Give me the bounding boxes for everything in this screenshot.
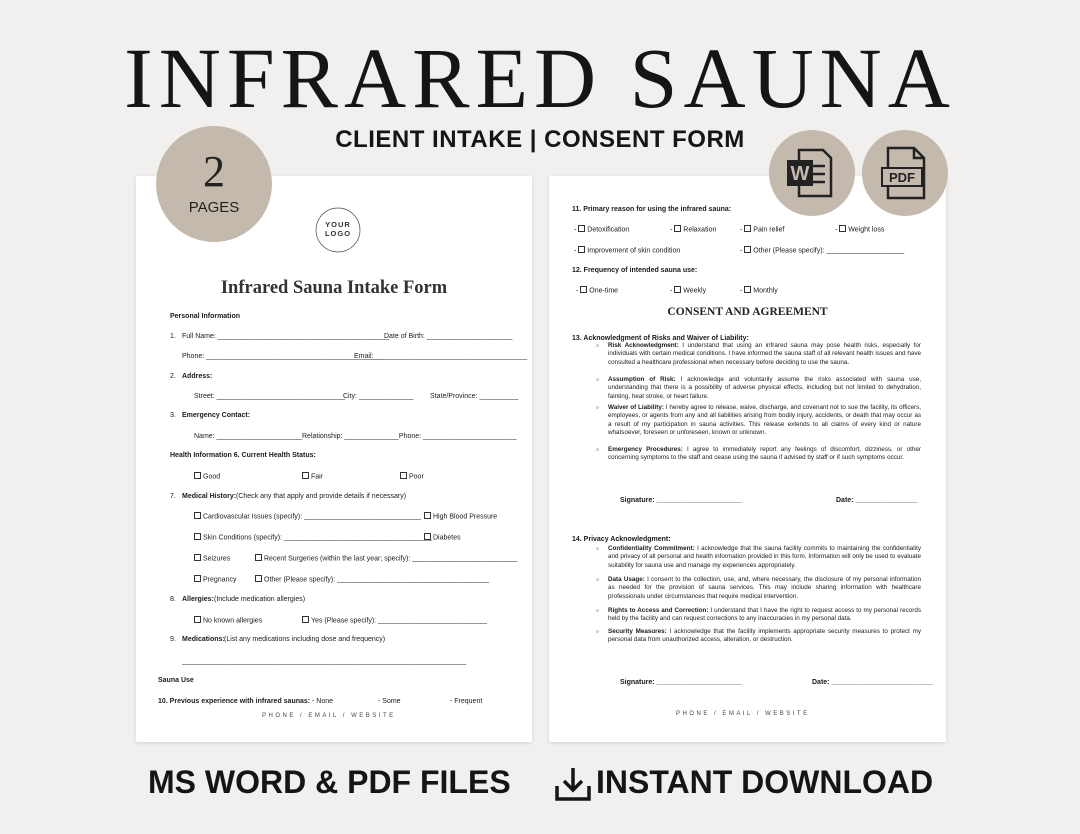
emergency-name-field[interactable]: Name: ______________________: [194, 433, 303, 440]
pages-badge: [156, 126, 272, 242]
medications-line[interactable]: _________________________________________________________________________: [182, 658, 467, 665]
medications-label: Medications:: [182, 636, 225, 643]
weight-option[interactable]: - Weight loss: [835, 226, 885, 234]
address-label: Address:: [182, 373, 213, 380]
data-usage-paragraph: Data Usage: I consent to the collection, use, and, where necessary, the disclosure of my personal information as needed for the provision of sauna services. This may include sharing information with healthcare professionals under circumstances that require medical intervention.: [608, 576, 921, 600]
consent-title: CONSENT AND AGREEMENT: [667, 306, 828, 318]
assumption-paragraph: Assumption of Risk: I acknowledge and voluntarily assume the risks associated with sauna use, understanding that there is a possibility of adverse physical effects, including but not limited to dehydration, fainting, heat stroke, or heart failure.: [608, 376, 922, 400]
other-condition-option[interactable]: Other (Please specify): _______________________________________: [255, 575, 489, 585]
sauna-use-heading: Sauna Use: [158, 677, 194, 684]
street-field[interactable]: Street: _________________________________: [194, 393, 346, 400]
checkbox[interactable]: [424, 533, 431, 540]
checkbox[interactable]: [255, 554, 262, 561]
medical-history-hint: (Check any that apply and provide details if necessary): [236, 493, 407, 500]
q13-label: 13. Acknowledgment of Risks and Waiver of Liability:: [572, 335, 749, 342]
checkbox[interactable]: [744, 286, 751, 293]
confidentiality-paragraph: Confidentiality Commitment: I acknowledge that the sauna facility commits to maintaining the confidentiality and privacy of all personal and health information provided in this form. Information will only be used to evaluate suitability for sauna use and manage my experiences appropriately.: [608, 545, 921, 569]
checkbox[interactable]: [194, 554, 201, 561]
checkbox[interactable]: [580, 286, 587, 293]
checkbox[interactable]: [194, 616, 201, 623]
detox-option[interactable]: - Detoxification: [574, 226, 630, 234]
q12-label: 12. Frequency of intended sauna use:: [572, 267, 698, 274]
download-icon: [553, 764, 593, 804]
page2-footer: PHONE / EMAIL / WEBSITE: [676, 711, 810, 717]
pages-count: 2: [203, 147, 225, 196]
q8-number: 8.: [170, 596, 176, 603]
security-paragraph: Security Measures: I acknowledge that the facility implements appropriate security measures to protect my personal data from unauthorized access, alteration, or destruction.: [608, 628, 922, 644]
q10-frequent-option[interactable]: - Frequent: [450, 698, 483, 705]
q11-label: 11. Primary reason for using the infrared sauna:: [572, 206, 732, 213]
file-types-label: MS WORD & PDF FILES: [148, 764, 511, 800]
emergency-contact-label: Emergency Contact:: [182, 412, 251, 419]
pain-option[interactable]: - Pain relief: [740, 226, 785, 234]
emergency-procedures-paragraph: Emergency Procedures: I agree to immediately report any feelings of discomfort, dizziness, or other concerning symptoms to the staff and cease using the sauna if advised by staff or if such symptoms occur.: [608, 446, 921, 462]
checkbox[interactable]: [194, 512, 201, 519]
page1-footer: PHONE / EMAIL / WEBSITE: [262, 713, 396, 719]
rights-paragraph: Rights to Access and Correction: I understand that I have the right to request access to my personal records held by the facility and can request corrections to any inaccuracies in my personal data.: [608, 607, 922, 623]
checkbox[interactable]: [194, 575, 201, 582]
waiver-paragraph: Waiver of Liability: I hereby agree to release, waive, discharge, and covenant not to sue the facility, its officers, employees, or agents from any and all liabilities arising from bodily injury, accidents, or death that may occur as a result of my participation in sauna activities. This release extends to all claims of every kind or nature whatsoever, foreseen or unforeseen, known or unknown.: [608, 404, 922, 437]
checkbox[interactable]: [674, 286, 681, 293]
signature-line-1[interactable]: Signature: ______________________: [620, 497, 743, 504]
dob-field[interactable]: Date of Birth: ______________________: [384, 333, 513, 340]
checkbox[interactable]: [194, 533, 201, 540]
onetime-option[interactable]: - One-time: [576, 287, 619, 295]
weekly-option[interactable]: - Weekly: [670, 287, 707, 295]
date-line-2[interactable]: Date: __________________________: [812, 679, 933, 686]
checkbox[interactable]: [744, 225, 751, 232]
medications-hint: (List any medications including dose and frequency): [224, 636, 386, 643]
allergies-label: Allergies:: [182, 596, 214, 603]
email-field[interactable]: Email: _______________________________________: [354, 353, 528, 360]
q10-some-option[interactable]: - Some: [378, 698, 401, 705]
risk-ack-paragraph: Risk Acknowledgment: I understand that using an infrared sauna may pose health risks, especially for individuals with certain medical conditions. I have informed the sauna staff of all relevant health issues and have consulted a healthcare professional when necessary before deciding to use the sauna.: [608, 342, 921, 366]
checkbox[interactable]: [255, 575, 262, 582]
subtitle: CLIENT INTAKE | CONSENT FORM: [335, 126, 745, 153]
checkbox[interactable]: [424, 512, 431, 519]
q2-number: 2.: [170, 373, 176, 380]
state-field[interactable]: State/Province: __________: [430, 393, 519, 400]
phone-field[interactable]: Phone: _____________________________________________: [182, 353, 382, 360]
checkbox[interactable]: [400, 472, 407, 479]
health-heading: Health Information 6. Current Health Status:: [170, 452, 316, 459]
checkbox[interactable]: [578, 246, 585, 253]
logo-line1: YOUR: [325, 220, 351, 229]
q10-none-option[interactable]: - None: [312, 698, 334, 705]
signature-line-2[interactable]: Signature: ______________________: [620, 679, 743, 686]
health-poor-option[interactable]: Poor: [400, 472, 424, 482]
checkbox[interactable]: [578, 225, 585, 232]
monthly-option[interactable]: - Monthly: [740, 287, 778, 295]
relationship-phone-field[interactable]: Relationship: ______________Phone: ________________________: [302, 433, 517, 440]
skin-improve-option[interactable]: - Improvement of skin condition: [574, 247, 681, 255]
medical-history-label: Medical History:: [182, 493, 237, 500]
checkbox[interactable]: [194, 472, 201, 479]
health-good-option[interactable]: Good: [194, 472, 220, 482]
logo: [314, 221, 362, 238]
pdf-label: PDF: [889, 170, 915, 185]
q1-number: 1.: [170, 333, 176, 340]
checkbox[interactable]: [302, 472, 309, 479]
checkbox[interactable]: [839, 225, 846, 232]
q10-label: 10. Previous experience with infrared saunas:: [158, 698, 311, 705]
cardio-option[interactable]: Cardiovascular Issues (specify): ______________________________: [194, 512, 421, 522]
full-name-field[interactable]: Full Name: ____________________________________________: [182, 333, 390, 340]
q9-number: 9.: [170, 636, 176, 643]
pregnancy-option[interactable]: Pregnancy: [194, 575, 236, 585]
surgeries-option[interactable]: Recent Surgeries (within the last year; specify): ___________________________: [255, 554, 517, 564]
diabetes-option[interactable]: Diabetes: [424, 533, 461, 543]
skin-option[interactable]: Skin Conditions (specify): ______________________________________: [194, 533, 432, 543]
high-bp-option[interactable]: High Blood Pressure: [424, 512, 497, 522]
checkbox[interactable]: [674, 225, 681, 232]
q3-number: 3.: [170, 412, 176, 419]
seizures-option[interactable]: Seizures: [194, 554, 230, 564]
logo-line2: LOGO: [324, 228, 352, 238]
pages-label: PAGES: [188, 199, 240, 216]
personal-info-heading: Personal Information: [170, 313, 241, 320]
word-letter: W: [790, 163, 810, 185]
pdf-file-badge: [862, 130, 948, 216]
health-fair-option[interactable]: Fair: [302, 472, 323, 482]
word-doc-icon: [769, 130, 855, 216]
date-line-1[interactable]: Date: ________________: [836, 497, 918, 504]
relax-option[interactable]: - Relaxation: [670, 226, 717, 234]
word-file-badge: [769, 130, 855, 216]
q7-number: 7.: [170, 493, 176, 500]
checkbox[interactable]: [302, 616, 309, 623]
city-field[interactable]: City: ______________: [343, 393, 414, 400]
pdf-doc-icon: [862, 130, 948, 216]
main-title: INFRARED SAUNA: [124, 30, 956, 126]
checkbox[interactable]: [744, 246, 751, 253]
no-allergies-option[interactable]: No known allergies: [194, 616, 262, 626]
yes-allergies-option[interactable]: Yes (Please specify): ____________________________: [302, 616, 487, 626]
instant-download-label: INSTANT DOWNLOAD: [596, 764, 934, 800]
allergies-hint: (Include medication allergies): [214, 596, 306, 603]
form-title: Infrared Sauna Intake Form: [220, 278, 448, 298]
q14-label: 14. Privacy Acknowledgment:: [572, 536, 671, 543]
other-reason-option[interactable]: - Other (Please specify): ____________________: [740, 247, 905, 255]
